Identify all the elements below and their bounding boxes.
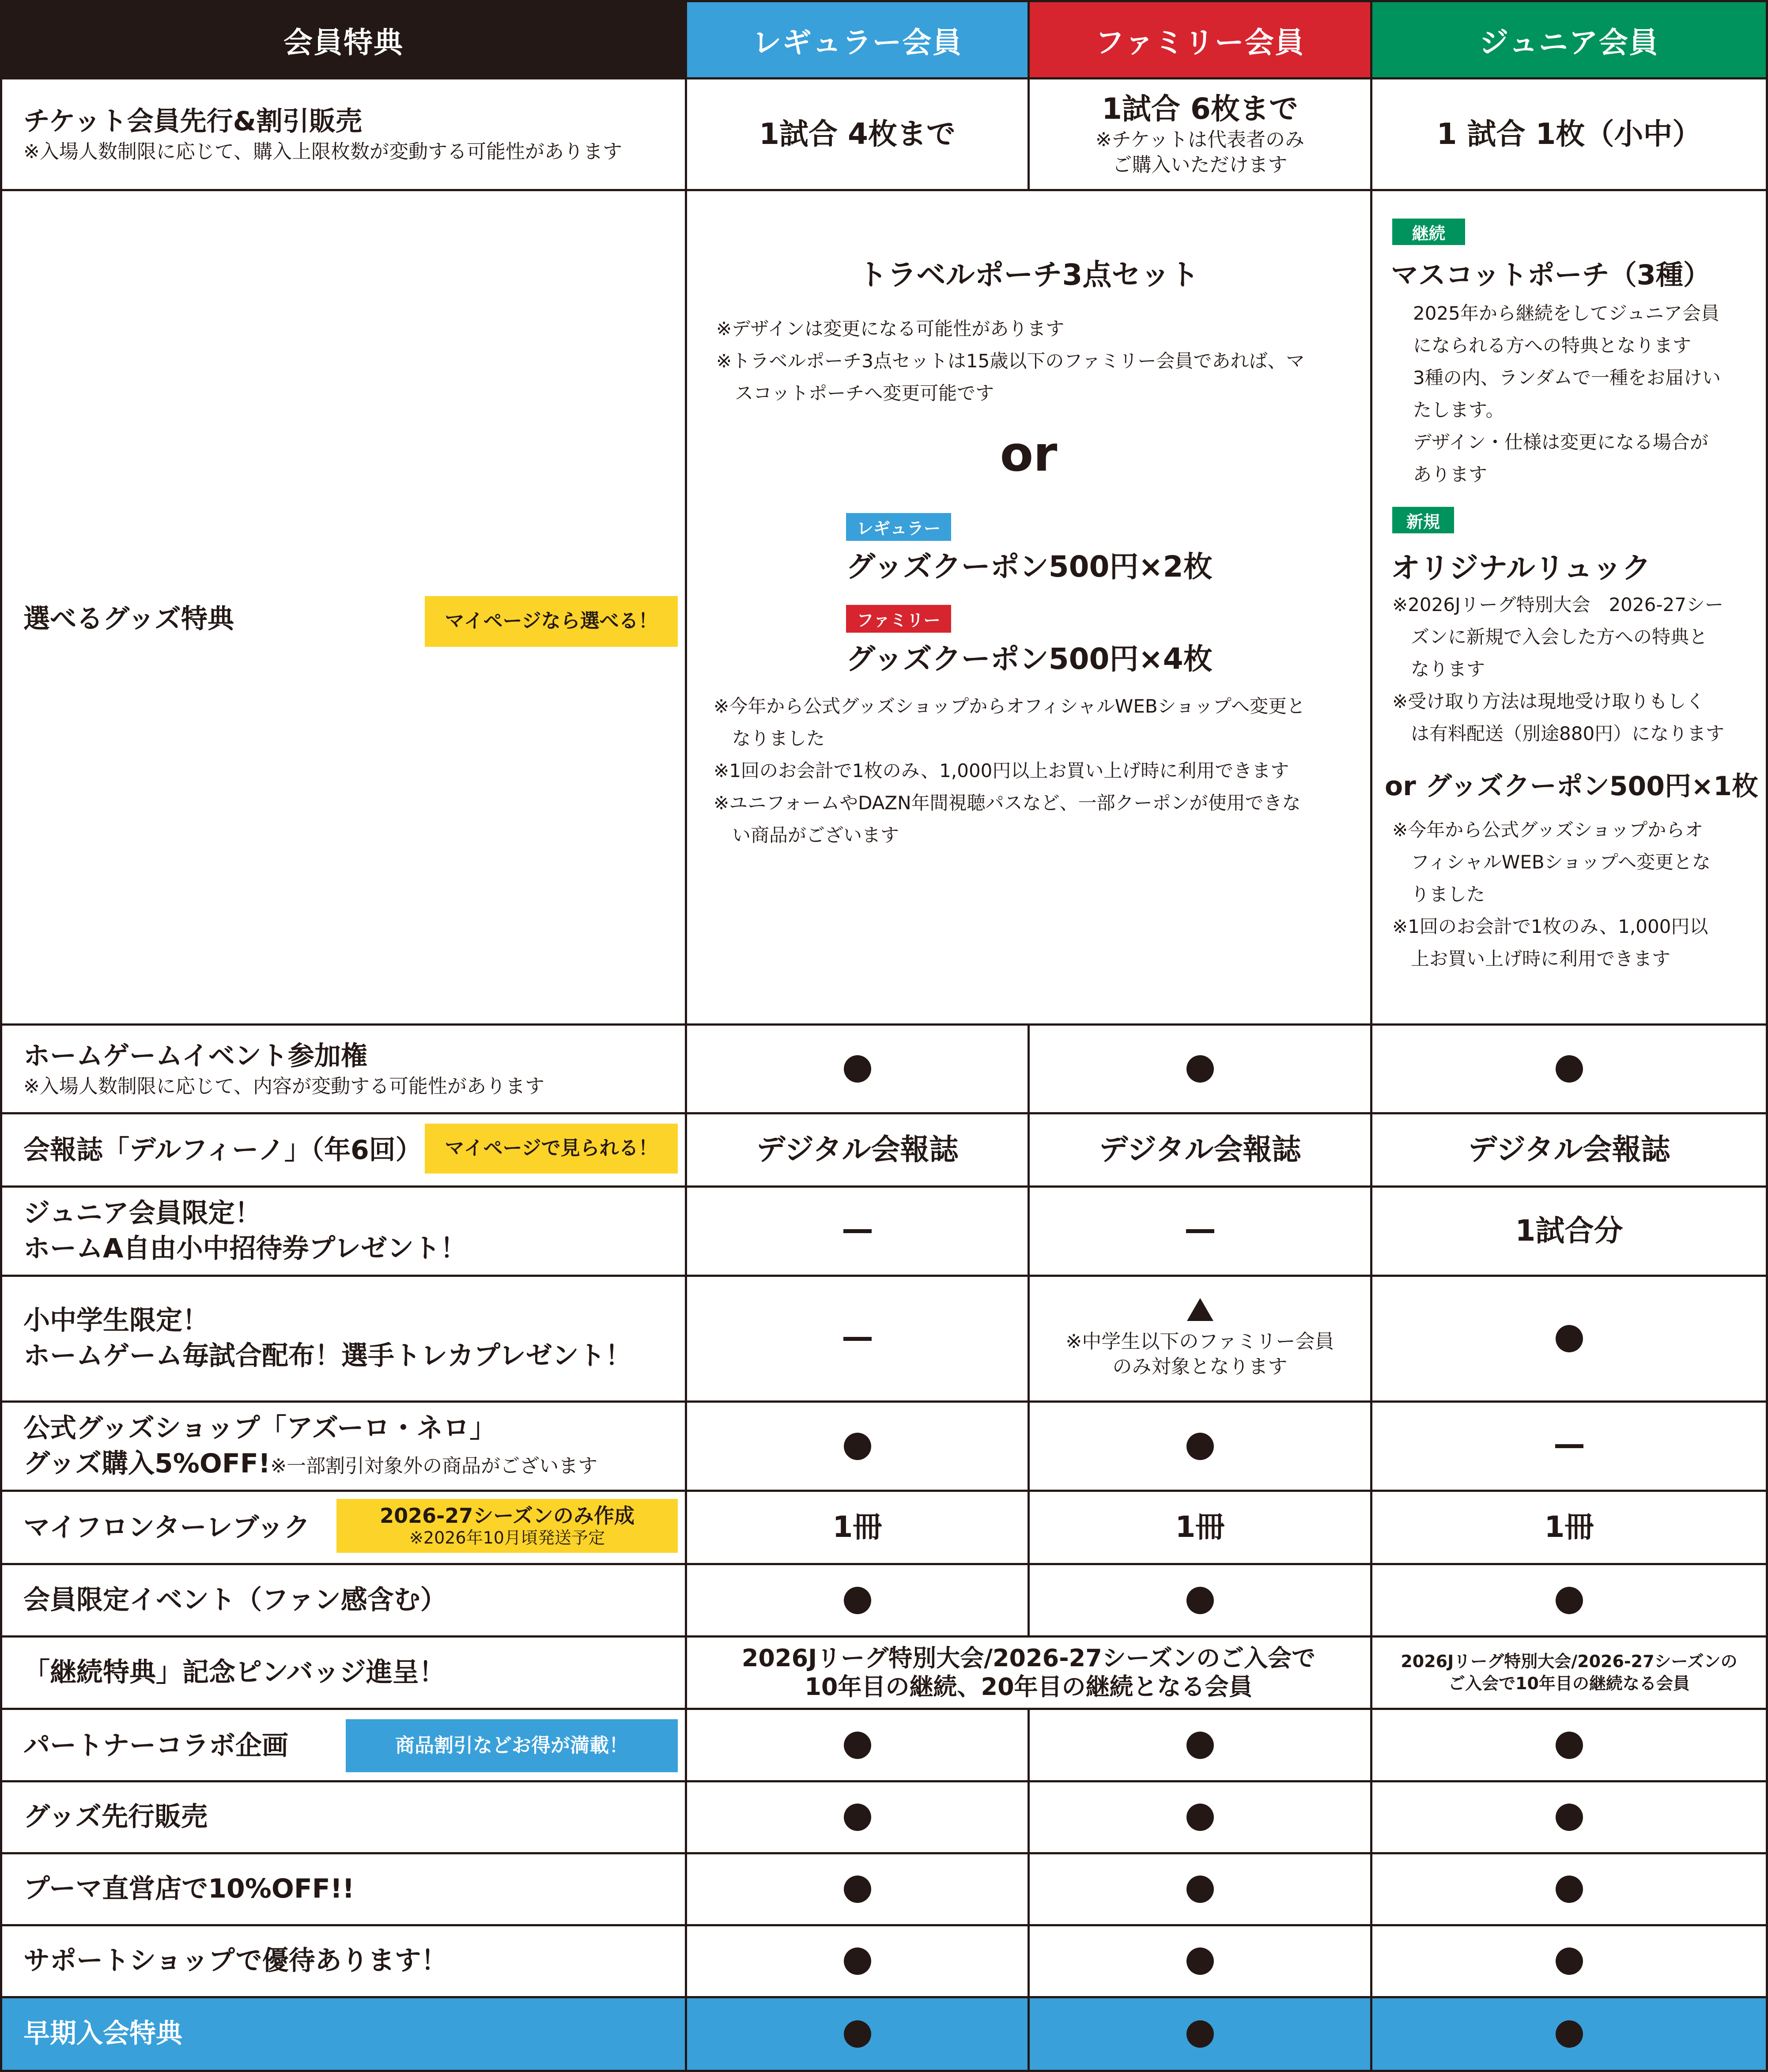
- book-title: マイフロンターレブック: [23, 1512, 310, 1543]
- member-event-title: 会員限定イベント（ファン感含む）: [23, 1584, 447, 1615]
- not-available-dash: [843, 1337, 872, 1341]
- junior-invite-family: [1028, 1185, 1372, 1277]
- available-dot: [1556, 2020, 1583, 2048]
- shop-title2: グッズ購入5%OFF!: [23, 1448, 271, 1479]
- shop-junior: [1370, 1400, 1768, 1492]
- pin-j-line2: ご入会で10年目の継続なる会員: [1448, 1673, 1690, 1693]
- backpack-note-5: は有料配送（別途880円）になります: [1392, 723, 1725, 744]
- junior-coupon-note-2: フィシャルWEBショップへ変更とな: [1392, 851, 1711, 873]
- row-goods-presale-label: [0, 1780, 687, 1854]
- row-trading-card-label: [0, 1275, 687, 1403]
- partner-regular: [685, 1708, 1030, 1782]
- mascot-title: マスコットポーチ（3種）: [1391, 259, 1711, 291]
- support-shop-family: [1028, 1924, 1372, 1998]
- support-shop-junior: [1370, 1924, 1768, 1998]
- member-event-family: [1028, 1563, 1372, 1638]
- available-dot: [1556, 1947, 1583, 1975]
- available-dot: [1186, 1947, 1214, 1975]
- magazine-title: 会報誌「デルフィーノ」（年6回）: [23, 1135, 422, 1166]
- available-dot: [1556, 1055, 1583, 1083]
- puma-regular: [685, 1852, 1030, 1926]
- goods-or: or: [1000, 426, 1058, 482]
- available-dot: [1556, 1732, 1583, 1759]
- pouch-note-3: スコットポーチへ変更可能です: [716, 382, 994, 404]
- pin-rf-line1: 2026Jリーグ特別大会/2026-27シーズンのご入会で: [741, 1644, 1316, 1672]
- magazine-regular: デジタル会報誌: [756, 1132, 959, 1167]
- shop-family: [1028, 1400, 1372, 1492]
- pouch-note-1: ※デザインは変更になる可能性があります: [716, 318, 1065, 340]
- available-dot: [1186, 1876, 1214, 1903]
- junior-invite-title1: ジュニア会員限定！: [23, 1197, 261, 1229]
- goods-regular-family-cell: [685, 189, 1372, 1026]
- book-junior-cell: [1370, 1490, 1768, 1565]
- coupon-note-1: ※今年から公式グッズショップからオフィシャルWEBショップへ変更と: [714, 695, 1305, 717]
- early-title: 早期入会特典: [23, 2018, 182, 2049]
- book-tag: [336, 1499, 678, 1553]
- row-junior-invite-label: [0, 1185, 687, 1277]
- row-support-shop-label: [0, 1924, 687, 1998]
- header-regular-label: レギュラー会員: [752, 25, 963, 60]
- continue-badge: 継続: [1392, 219, 1465, 245]
- mascot-note-1: 2025年から継続をしてジュニア会員: [1413, 302, 1720, 324]
- header-benefits: [0, 0, 687, 79]
- available-dot: [1556, 1325, 1583, 1352]
- mascot-note-6: あります: [1413, 464, 1488, 485]
- book-family: 1冊: [1175, 1510, 1225, 1544]
- goods-presale-title: グッズ先行販売: [23, 1801, 208, 1833]
- junior-invite-junior-cell: [1370, 1185, 1768, 1277]
- trading-card-junior: [1370, 1275, 1768, 1403]
- magazine-family-cell: [1028, 1112, 1372, 1188]
- available-dot: [844, 1587, 871, 1614]
- header-junior-label: ジュニア会員: [1479, 25, 1659, 60]
- trading-card-family-note1: ※中学生以下のファミリー会員: [1065, 1330, 1334, 1353]
- member-event-junior: [1370, 1563, 1768, 1638]
- available-dot: [1186, 1587, 1214, 1614]
- shop-title1: 公式グッズショップ「アズーロ・ネロ」: [23, 1412, 496, 1444]
- header-regular: [685, 0, 1030, 79]
- not-available-dash: [1555, 1444, 1583, 1448]
- backpack-note-2: ズンに新規で入会した方への特典と: [1392, 626, 1708, 648]
- home-event-regular: [685, 1023, 1030, 1114]
- backpack-title: オリジナルリュック: [1391, 551, 1651, 585]
- magazine-tag: マイページで見られる！: [425, 1124, 678, 1174]
- home-event-title: ホームゲームイベント参加権: [23, 1040, 367, 1072]
- goods-presale-junior: [1370, 1780, 1768, 1854]
- trading-card-title1: 小中学生限定！: [23, 1305, 209, 1336]
- ticket-junior: 1 試合 1枚（小中）: [1436, 117, 1702, 151]
- puma-junior: [1370, 1852, 1768, 1926]
- ticket-sub: ※入場人数制限に応じて、購入上限枚数が変動する可能性があります: [23, 140, 622, 163]
- available-dot: [844, 1947, 871, 1975]
- header-family-label: ファミリー会員: [1095, 25, 1305, 60]
- available-dot: [844, 1804, 871, 1831]
- early-regular: [685, 1996, 1030, 2072]
- row-magazine-label: [0, 1112, 687, 1188]
- row-puma-label: [0, 1852, 687, 1926]
- header-junior: [1370, 0, 1768, 79]
- puma-title: プーマ直営店で10%OFF!!: [23, 1873, 355, 1905]
- trading-card-regular: [685, 1275, 1030, 1403]
- junior-coupon-note-1: ※今年から公式グッズショップからオ: [1392, 819, 1704, 841]
- row-home-event-label: [0, 1023, 687, 1114]
- not-available-dash: [843, 1229, 872, 1233]
- junior-invite-title2: ホームA自由小中招待券プレゼント！: [23, 1233, 467, 1264]
- pin-rf-line2: 10年目の継続、20年目の継続となる会員: [805, 1672, 1253, 1701]
- ticket-junior-cell: [1370, 77, 1768, 191]
- row-member-event-label: [0, 1563, 687, 1638]
- partner-junior: [1370, 1708, 1768, 1782]
- new-badge: 新規: [1392, 507, 1454, 533]
- pin-j-line1: 2026Jリーグ特別大会/2026-27シーズンの: [1401, 1652, 1738, 1672]
- row-shop-label: [0, 1400, 687, 1492]
- available-dot: [1556, 1876, 1583, 1903]
- available-dot: [1556, 1804, 1583, 1831]
- available-dot: [844, 1876, 871, 1903]
- pouch-title: トラベルポーチ3点セット: [858, 258, 1199, 292]
- shop-regular: [685, 1400, 1030, 1492]
- goods-presale-family: [1028, 1780, 1372, 1854]
- junior-coupon-line: or グッズクーポン500円×1枚: [1385, 771, 1758, 802]
- mascot-note-2: になられる方への特典となります: [1413, 335, 1692, 356]
- coupon-note-2: なりました: [714, 728, 825, 749]
- available-dot: [1186, 1804, 1214, 1831]
- member-event-regular: [685, 1563, 1030, 1638]
- row-book-label: [0, 1490, 687, 1565]
- magazine-junior: デジタル会報誌: [1468, 1132, 1670, 1167]
- early-junior: [1370, 1996, 1768, 2072]
- junior-coupon-note-4: ※1回のお会計で1枚のみ、1,000円以: [1392, 916, 1708, 937]
- available-dot: [1186, 1433, 1214, 1460]
- available-dot: [1186, 1732, 1214, 1759]
- available-dot: [1556, 1587, 1583, 1614]
- available-dot: [844, 1433, 871, 1460]
- row-pin-label: [0, 1635, 687, 1710]
- mascot-note-3: 3種の内、ランダムで一種をお届けい: [1413, 367, 1721, 389]
- family-coupon: グッズクーポン500円×4枚: [846, 642, 1213, 676]
- coupon-note-3: ※1回のお会計で1枚のみ、1,000円以上お買い上げ時に利用できます: [714, 760, 1289, 781]
- junior-invite-junior: 1試合分: [1515, 1214, 1623, 1248]
- junior-coupon-note-5: 上お買い上げ時に利用できます: [1392, 948, 1671, 970]
- home-event-family: [1028, 1023, 1372, 1114]
- goods-tag: マイページなら選べる！: [425, 596, 678, 647]
- row-goods-label: [0, 189, 687, 1026]
- header-benefits-label: 会員特典: [283, 25, 404, 60]
- available-dot: [844, 1732, 871, 1759]
- available-dot: [844, 1055, 871, 1083]
- trading-card-family-note2: のみ対象となります: [1112, 1355, 1288, 1378]
- home-event-junior: [1370, 1023, 1768, 1114]
- magazine-family: デジタル会報誌: [1099, 1132, 1301, 1167]
- book-junior: 1冊: [1544, 1510, 1594, 1544]
- book-regular-cell: [685, 1490, 1030, 1565]
- puma-family: [1028, 1852, 1372, 1926]
- home-event-sub: ※入場人数制限に応じて、内容が変動する可能性があります: [23, 1075, 544, 1098]
- book-family-cell: [1028, 1490, 1372, 1565]
- regular-badge: レギュラー: [846, 513, 951, 541]
- ticket-family: 1試合 6枚まで: [1102, 91, 1298, 126]
- ticket-regular: 1試合 4枚まで: [759, 117, 956, 151]
- partial-triangle: [1187, 1298, 1213, 1321]
- book-tag2: ※2026年10月頃発送予定: [409, 1528, 605, 1547]
- coupon-note-5: い商品がございます: [714, 824, 899, 846]
- ticket-regular-cell: [685, 77, 1030, 191]
- shop-title2-line: [23, 1446, 685, 1482]
- family-badge: ファミリー: [846, 605, 951, 633]
- early-family: [1028, 1996, 1372, 2072]
- goods-junior-cell: [1370, 189, 1768, 1026]
- book-regular: 1冊: [832, 1510, 882, 1544]
- pin-regular-family-cell: [685, 1635, 1372, 1710]
- mascot-note-4: たします。: [1413, 399, 1504, 421]
- header-family: [1028, 0, 1372, 79]
- book-tag1: 2026-27シーズンのみ作成: [380, 1503, 635, 1528]
- shop-title2-note: ※一部割引対象外の商品がございます: [270, 1454, 598, 1477]
- support-shop-regular: [685, 1924, 1030, 1998]
- row-early-label: [0, 1996, 687, 2072]
- available-dot: [1186, 2020, 1214, 2048]
- backpack-note-4: ※受け取り方法は現地受け取りもしく: [1392, 691, 1705, 712]
- not-available-dash: [1186, 1229, 1214, 1233]
- regular-coupon: グッズクーポン500円×2枚: [846, 550, 1213, 584]
- available-dot: [1186, 1055, 1214, 1083]
- row-partner-label: [0, 1708, 687, 1782]
- available-dot: [844, 2020, 871, 2048]
- goods-presale-regular: [685, 1780, 1030, 1854]
- ticket-family-note2: ご購入いただけます: [1112, 154, 1288, 177]
- junior-coupon-note-3: りました: [1392, 883, 1485, 905]
- junior-invite-regular: [685, 1185, 1030, 1277]
- magazine-regular-cell: [685, 1112, 1030, 1188]
- partner-family: [1028, 1708, 1372, 1782]
- partner-title: パートナーコラボ企画: [23, 1730, 288, 1761]
- ticket-title: チケット会員先行&割引販売: [23, 106, 362, 137]
- backpack-note-1: ※2026Jリーグ特別大会 2026-27シー: [1392, 594, 1723, 615]
- pin-title: 「継続特典」記念ピンバッジ進呈！: [23, 1657, 446, 1688]
- support-shop-title: サポートショップで優待あります！: [23, 1945, 448, 1977]
- backpack-note-3: なります: [1392, 658, 1485, 680]
- trading-card-family: [1028, 1275, 1372, 1403]
- trading-card-title2: ホームゲーム毎試合配布！選手トレカプレゼント！: [23, 1340, 632, 1371]
- ticket-family-cell: [1028, 77, 1372, 191]
- pin-junior-cell: [1370, 1635, 1768, 1710]
- partner-tag: 商品割引などお得が満載！: [346, 1719, 678, 1772]
- ticket-family-note1: ※チケットは代表者のみ: [1096, 128, 1304, 151]
- row-ticket-label: [0, 77, 687, 191]
- goods-title: 選べるグッズ特典: [23, 604, 234, 634]
- mascot-note-5: デザイン・仕様は変更になる場合が: [1413, 431, 1709, 453]
- magazine-junior-cell: [1370, 1112, 1768, 1188]
- coupon-note-4: ※ユニフォームやDAZN年間視聴パスなど、一部クーポンが使用できな: [714, 792, 1301, 814]
- pouch-note-2: ※トラベルポーチ3点セットは15歳以下のファミリー会員であれば、マ: [716, 350, 1305, 372]
